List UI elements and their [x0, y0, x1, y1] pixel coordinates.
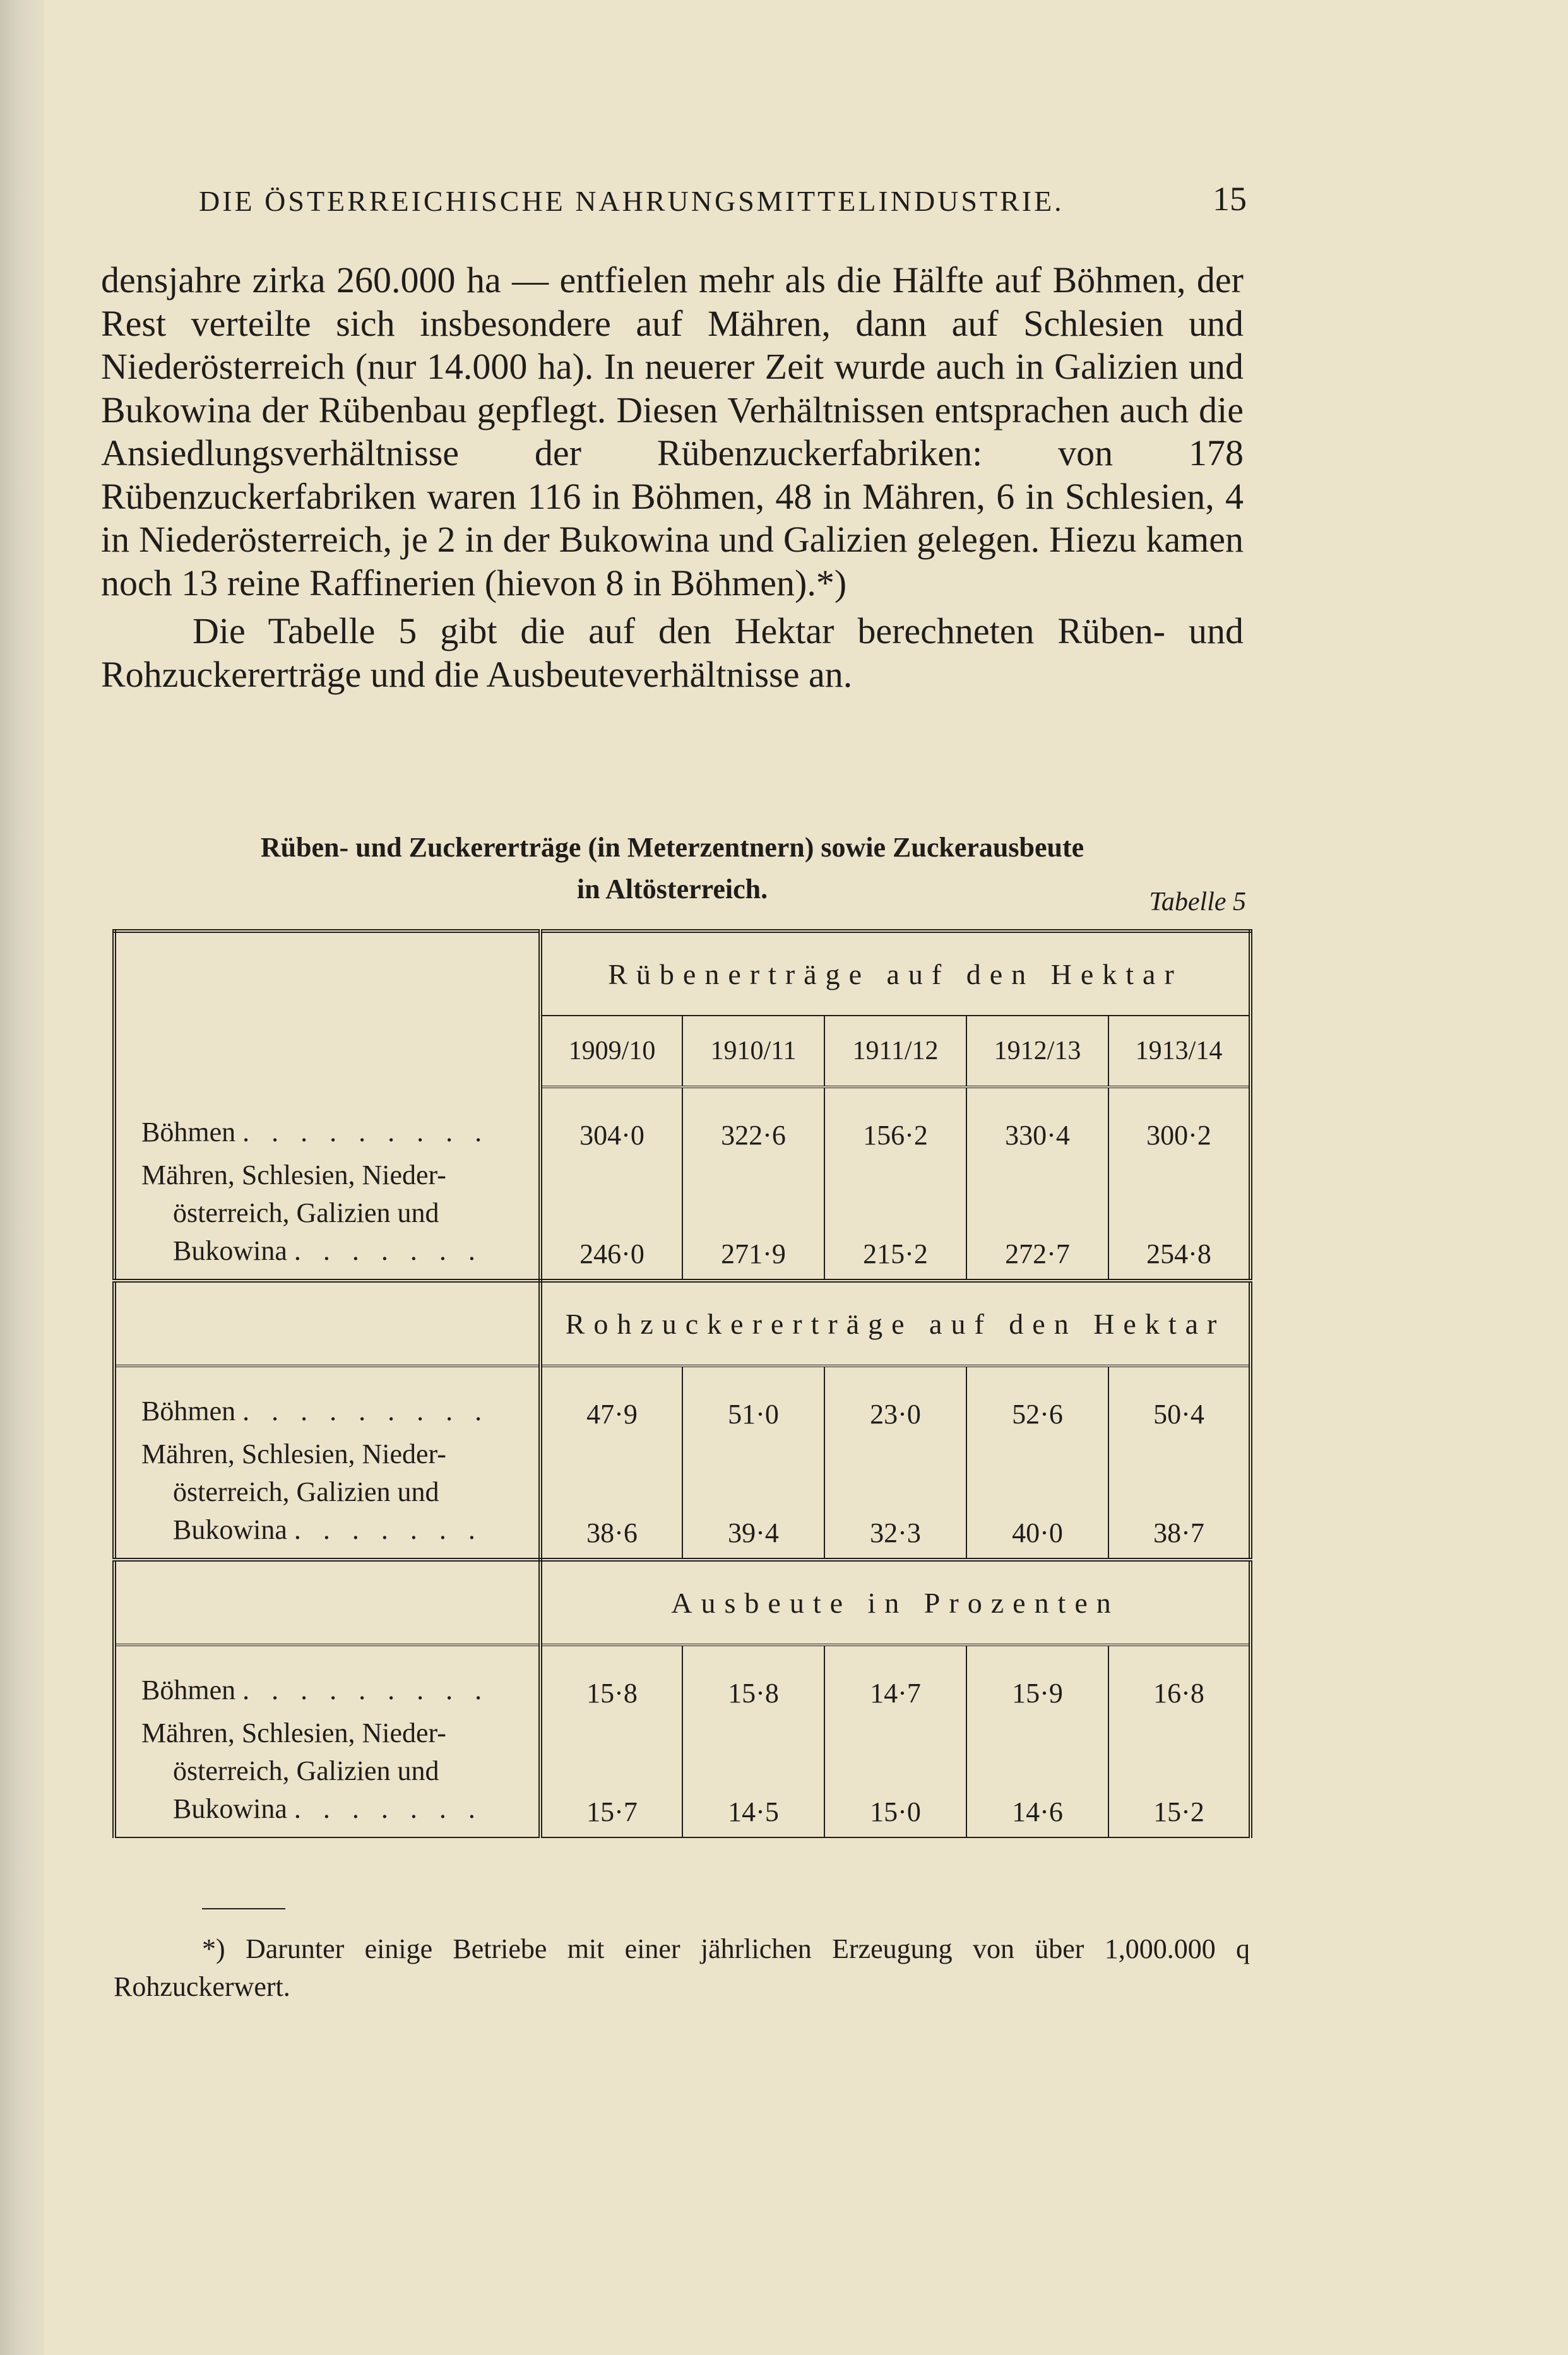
- table-row-others: [114, 1714, 1250, 1837]
- header-stub: [114, 1281, 540, 1366]
- table-cell: 52·6: [966, 1366, 1108, 1435]
- table-number-label: Tabelle 5: [1149, 887, 1246, 916]
- table-cell: 38·6: [540, 1435, 682, 1560]
- table-cell: 38·7: [1108, 1435, 1250, 1560]
- row-label-boehmen: Böhmen . . . . . . . . .: [114, 1366, 540, 1435]
- table-cell: 15·7: [540, 1714, 682, 1837]
- table-row-boehmen: [114, 1087, 1250, 1156]
- table-cell: 15·8: [540, 1645, 682, 1714]
- year-header: 1913/14: [1108, 1016, 1250, 1087]
- table-cell: 272·7: [966, 1156, 1108, 1281]
- table-cell: 32·3: [824, 1435, 966, 1560]
- table-cell: 14·6: [966, 1714, 1108, 1837]
- group-3-title: Ausbeute in Prozenten: [540, 1560, 1250, 1645]
- header-stub: [114, 1560, 540, 1645]
- group-2-title: Rohzuckererträge auf den Hektar: [540, 1281, 1250, 1366]
- table-cell: 47·9: [540, 1366, 682, 1435]
- table-caption-line-1: Rüben- und Zuckererträge (in Meterzentnern) sowie Zuckerausbeute: [260, 832, 1084, 863]
- table-row-others: [114, 1156, 1250, 1281]
- group-3-title-row: [114, 1560, 1250, 1645]
- table-cell: 15·2: [1153, 1796, 1204, 1827]
- table-cell: 40·0: [966, 1435, 1108, 1560]
- running-head: [199, 180, 1247, 228]
- table-cell: 300·2: [1146, 1120, 1211, 1151]
- header-stub: [114, 931, 540, 1087]
- table-cell: 15·8: [682, 1645, 824, 1714]
- table-row-boehmen: [114, 1645, 1250, 1714]
- row-label-boehmen: Böhmen . . . . . . . . .: [114, 1087, 540, 1156]
- table-cell: 16·8: [1153, 1678, 1204, 1709]
- footnote: [114, 1930, 1250, 2006]
- paragraph-1: densjahre zirka 260.000 ha — entfielen mehr als die Hälfte auf Böhmen, der Rest verteilte sich insbesondere auf Mähren, dann auf Schlesien und Niederösterreich (nur 14.000 ha). In neuerer Zeit wurde auch in Galizien und Bukowina der Rübenbau gepflegt. Diesen Verhältnissen entsprachen auch die Ansiedlungsverhältnisse der Rübenzuckerfabriken: von 178 Rübenzuckerfabriken waren 116 in Böhmen, 48 in Mähren, 6 in Schlesien, 4 in Niederösterreich, je 2 in der Bukowina und Galizien gelegen. Hiezu kamen noch 13 reine Raffinerien (hievon 8 in Böhmen).*): [101, 259, 1244, 603]
- table-cell: 51·0: [682, 1366, 824, 1435]
- table-cell: 14·5: [682, 1714, 824, 1837]
- table-cell: 50·4: [1153, 1399, 1204, 1430]
- footnote-text: *) Darunter einige Betriebe mit einer jährlichen Erzeugung von über 1,000.000 q Rohzuckerwert.: [114, 1933, 1250, 2002]
- table-cell: 304·0: [540, 1087, 682, 1156]
- table-cell: 330·4: [966, 1087, 1108, 1156]
- table-caption-line-2: in Altösterreich.: [576, 874, 768, 905]
- year-header: 1910/11: [682, 1016, 824, 1087]
- row-label-others: Mähren, Schlesien, Nieder- österreich, Galizien und Bukowina . . . . . . .: [114, 1156, 540, 1281]
- row-label-boehmen: Böhmen . . . . . . . . .: [114, 1645, 540, 1714]
- row-label-others: Mähren, Schlesien, Nieder- österreich, Galizien und Bukowina . . . . . . .: [114, 1714, 540, 1837]
- table-caption: [101, 827, 1244, 910]
- body-text: [101, 259, 1244, 696]
- yield-table: [112, 929, 1252, 1838]
- paragraph-2: Die Tabelle 5 gibt die auf den Hektar berechneten Rüben- und Rohzuckererträge und die Ausbeuteverhältnisse an.: [101, 610, 1244, 695]
- table-cell: 215·2: [824, 1156, 966, 1281]
- table-cell: 156·2: [824, 1087, 966, 1156]
- group-2-title-row: [114, 1281, 1250, 1366]
- footnote-rule: [202, 1908, 285, 1909]
- table-cell: 15·0: [824, 1714, 966, 1837]
- page-number: 15: [1213, 180, 1247, 218]
- table-cell: 15·9: [966, 1645, 1108, 1714]
- table-cell: 23·0: [824, 1366, 966, 1435]
- row-label-others: Mähren, Schlesien, Nieder- österreich, Galizien und Bukowina . . . . . . .: [114, 1435, 540, 1560]
- table-cell: 271·9: [682, 1156, 824, 1281]
- running-head-title: DIE ÖSTERREICHISCHE NAHRUNGSMITTELINDUSTRIE.: [199, 185, 1064, 217]
- table-cell: 254·8: [1108, 1156, 1250, 1281]
- group-1-title-row: [114, 931, 1250, 1016]
- year-header: 1911/12: [824, 1016, 966, 1087]
- year-header: 1912/13: [966, 1016, 1108, 1087]
- table-cell: 322·6: [682, 1087, 824, 1156]
- table-cell: 246·0: [540, 1156, 682, 1281]
- table-row-boehmen: [114, 1366, 1250, 1435]
- table-cell: 14·7: [824, 1645, 966, 1714]
- table-cell: 39·4: [682, 1435, 824, 1560]
- year-header: 1909/10: [540, 1016, 682, 1087]
- group-1-title: Rübenerträge auf den Hektar: [540, 931, 1250, 1016]
- table-row-others: [114, 1435, 1250, 1560]
